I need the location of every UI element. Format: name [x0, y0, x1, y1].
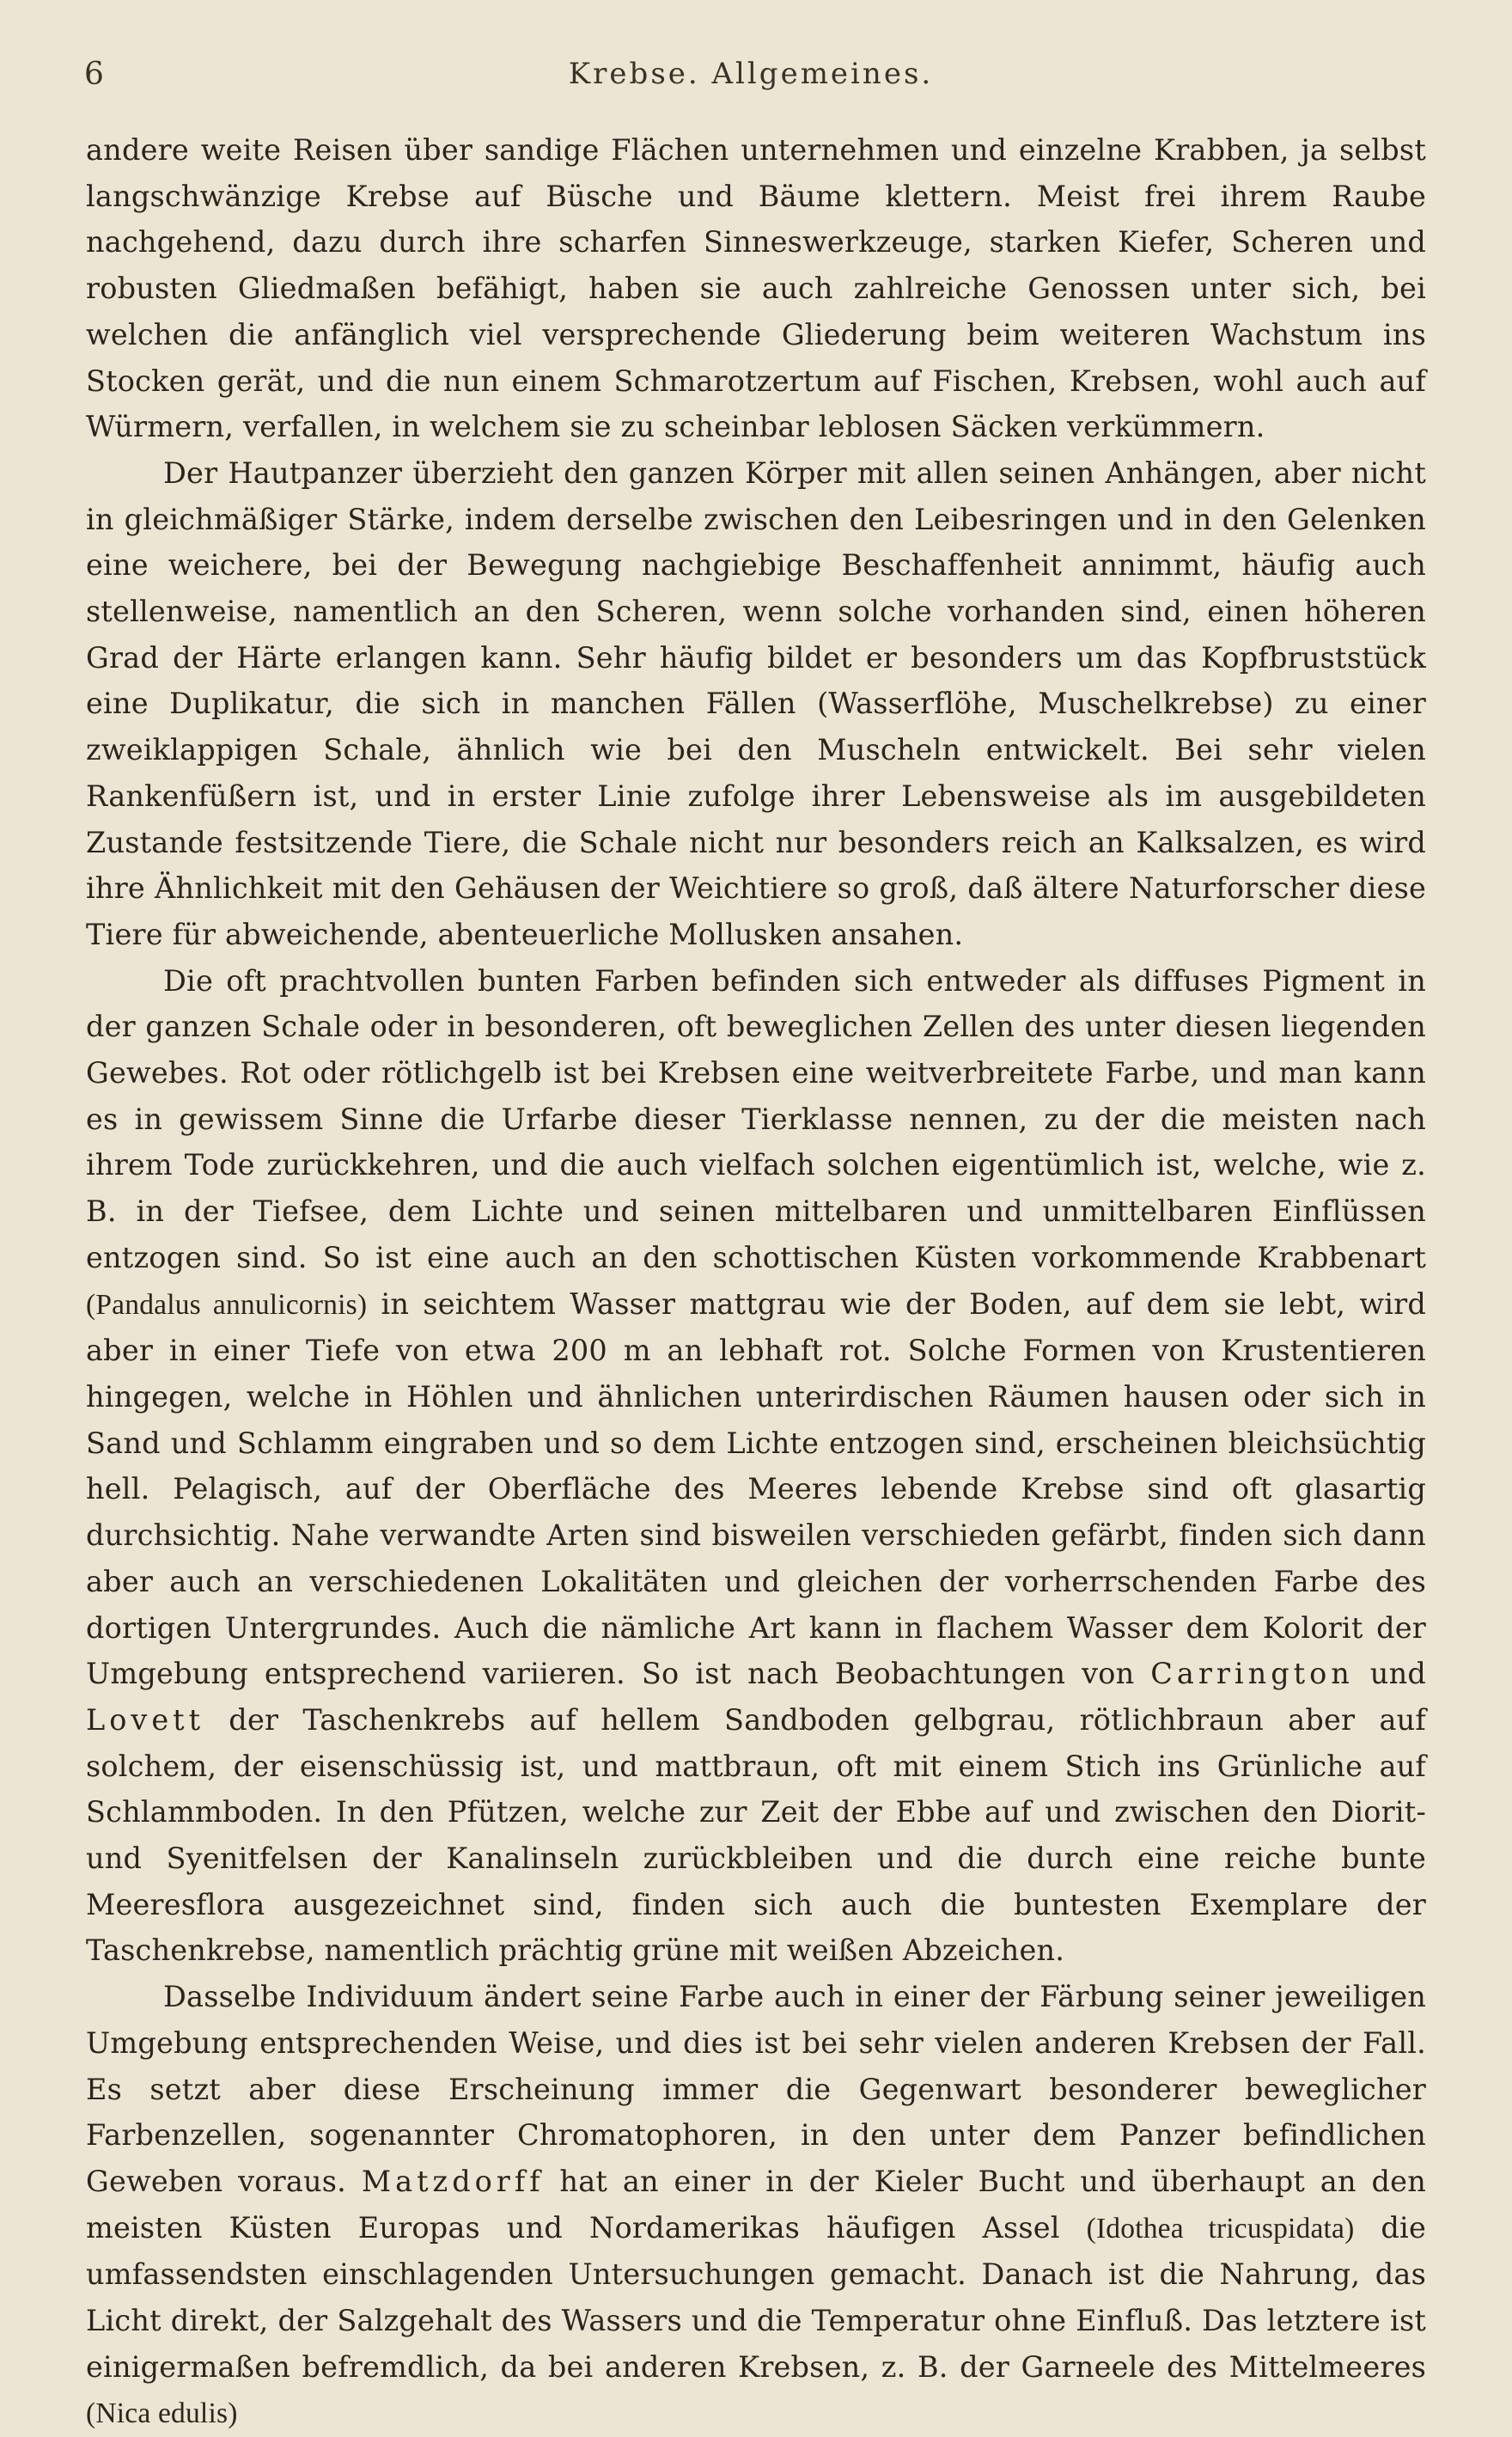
paragraph: [86, 958, 1426, 1974]
text-run: in seichtem Wasser mattgrau wie der Boden, auf dem sie lebt, wird aber in einer Tiefe von etwa 200 m an lebhaft rot. Solche Formen von Krustentieren hingegen, welche in Höhlen und ähnlichen unterirdischen Räumen hausen oder sich in Sand und Schlamm eingraben und so dem Lichte entzogen sind, erscheinen bleichsüchtig hell. Pelagisch, auf der Oberfläche des Meeres lebende Krebse sind oft glasartig durchsichtig. Nahe verwandte Arten sind bisweilen verschieden gefärbt, finden sich dann aber auch an verschiedenen Lokalitäten und gleichen der vorherrschenden Farbe des dortigen Untergrundes. Auch die nämliche Art kann in flachem Wasser dem Kolorit der Umgebung entsprechend variieren. So ist nach Beobachtungen von: [86, 1286, 1426, 1691]
text-run: die umfassendsten einschlagenden Untersuchungen gemacht. Danach ist die Nahrung, das Licht direkt, der Salzgehalt des Wassers und die Temperatur ohne Einfluß. Das letztere ist einigermaßen befremdlich, da bei anderen Krebsen, z. B. der Garneele des Mittelmeeres: [86, 2210, 1426, 2384]
text-run: und: [1353, 1657, 1426, 1691]
text-run: hat an einer in der Kieler Bucht und überhaupt an den meisten Küsten Europas und Nordamerikas häufigen Assel: [86, 2164, 1426, 2245]
author-name: Carrington: [1150, 1657, 1354, 1691]
paragraph: [86, 1974, 1426, 2437]
page-number: 6: [84, 57, 104, 92]
paragraph: [86, 127, 1426, 450]
text-run: der Taschenkrebs auf hellem Sandboden gelbgrau, rötlichbraun aber auf solchem, der eisenschüssig ist, und mattbraun, oft mit einem Stich ins Grünliche auf Schlammboden. In den Pfützen, welche zur Zeit der Ebbe auf und zwischen den Diorit- und Syenitfelsen der Kanalinseln zurückbleiben und die durch eine reiche bunte Meeresflora ausgezeichnet sind, finden sich auch die buntesten Exemplare der Taschenkrebse, namentlich prächtig grüne mit weißen Abzeichen.: [86, 1702, 1426, 1968]
header-title: Krebse. Allgemeines.: [568, 57, 934, 91]
latin-name: (Idothea tricuspidata): [1086, 2212, 1355, 2245]
latin-name: (Nica edulis): [86, 2397, 238, 2430]
text-run: Dasselbe Individuum ändert seine Farbe auch in einer der Färbung seiner jeweiligen Umgebung entsprechenden Weise, und dies ist bei sehr vielen anderen Krebsen der Fall. Es setzt aber diese Erscheinung immer die Gegenwart besonderer beweglicher Farbenzellen, sogenannter Chromatophoren, in den unter dem Panzer befindlichen Geweben voraus.: [86, 1980, 1426, 2198]
body-text: [86, 127, 1426, 2437]
text-run: Die oft prachtvollen bunten Farben befinden sich entweder als diffuses Pigment in der ganzen Schale oder in besonderen, oft beweglichen Zellen des unter diesen liegenden Gewebes. Rot oder rötlichgelb ist bei Krebsen eine weitverbreitete Farbe, und man kann es in gewissem Sinne die Urfarbe dieser Tierklasse nennen, zu der die meisten nach ihrem Tode zurückkehren, und die auch vielfach solchen eigentümlich ist, welche, wie z. B. in der Tiefsee, dem Lichte und seinen mittelbaren und unmittelbaren Einflüssen entzogen sind. So ist eine auch an den schottischen Küsten vorkommende Krabbenart: [86, 963, 1426, 1274]
text-run: andere weite Reisen über sandige Flächen unternehmen und einzelne Krabben, ja selbst langschwänzige Krebse auf Büsche und Bäume klettern. Meist frei ihrem Raube nachgehend, dazu durch ihre scharfen Sinneswerkzeuge, starken Kiefer, Scheren und robusten Gliedmaßen befähigt, haben sie auch zahlreiche Genossen unter sich, bei welchen die anfänglich viel versprechende Gliederung beim weiteren Wachstum ins Stocken gerät, und die nun einem Schmarotzertum auf Fischen, Krebsen, wohl auch auf Würmern, verfallen, in welchem sie zu scheinbar leblosen Säcken verkümmern.: [86, 133, 1426, 444]
latin-name: (Pandalus annulicornis): [86, 1288, 368, 1321]
paragraph: [86, 450, 1426, 958]
author-name: Lovett: [86, 1702, 205, 1737]
text-run: Der Hautpanzer überzieht den ganzen Körper mit allen seinen Anhängen, aber nicht in gleichmäßiger Stärke, indem derselbe zwischen den Leibesringen und in den Gelenken eine weichere, bei der Bewegung nachgiebige Beschaffenheit annimmt, häufig auch stellenweise, namentlich an den Scheren, wenn solche vorhanden sind, einen höheren Grad der Härte erlangen kann. Sehr häufig bildet er besonders um das Kopfbruststück eine Duplikatur, die sich in manchen Fällen (Wasserflöhe, Muschelkrebse) zu einer zweiklappigen Schale, ähnlich wie bei den Muscheln entwickelt. Bei sehr vielen Rankenfüßern ist, und in erster Linie zufolge ihrer Lebensweise als im ausgebildeten Zustande festsitzende Tiere, die Schale nicht nur besonders reich an Kalksalzen, es wird ihre Ähnlichkeit mit den Gehäusen der Weichtiere so groß, daß ältere Naturforscher diese Tiere für abweichende, abenteuerliche Mollusken ansahen.: [86, 455, 1426, 951]
author-name: Matzdorff: [361, 2164, 545, 2198]
running-head: [84, 50, 1418, 101]
